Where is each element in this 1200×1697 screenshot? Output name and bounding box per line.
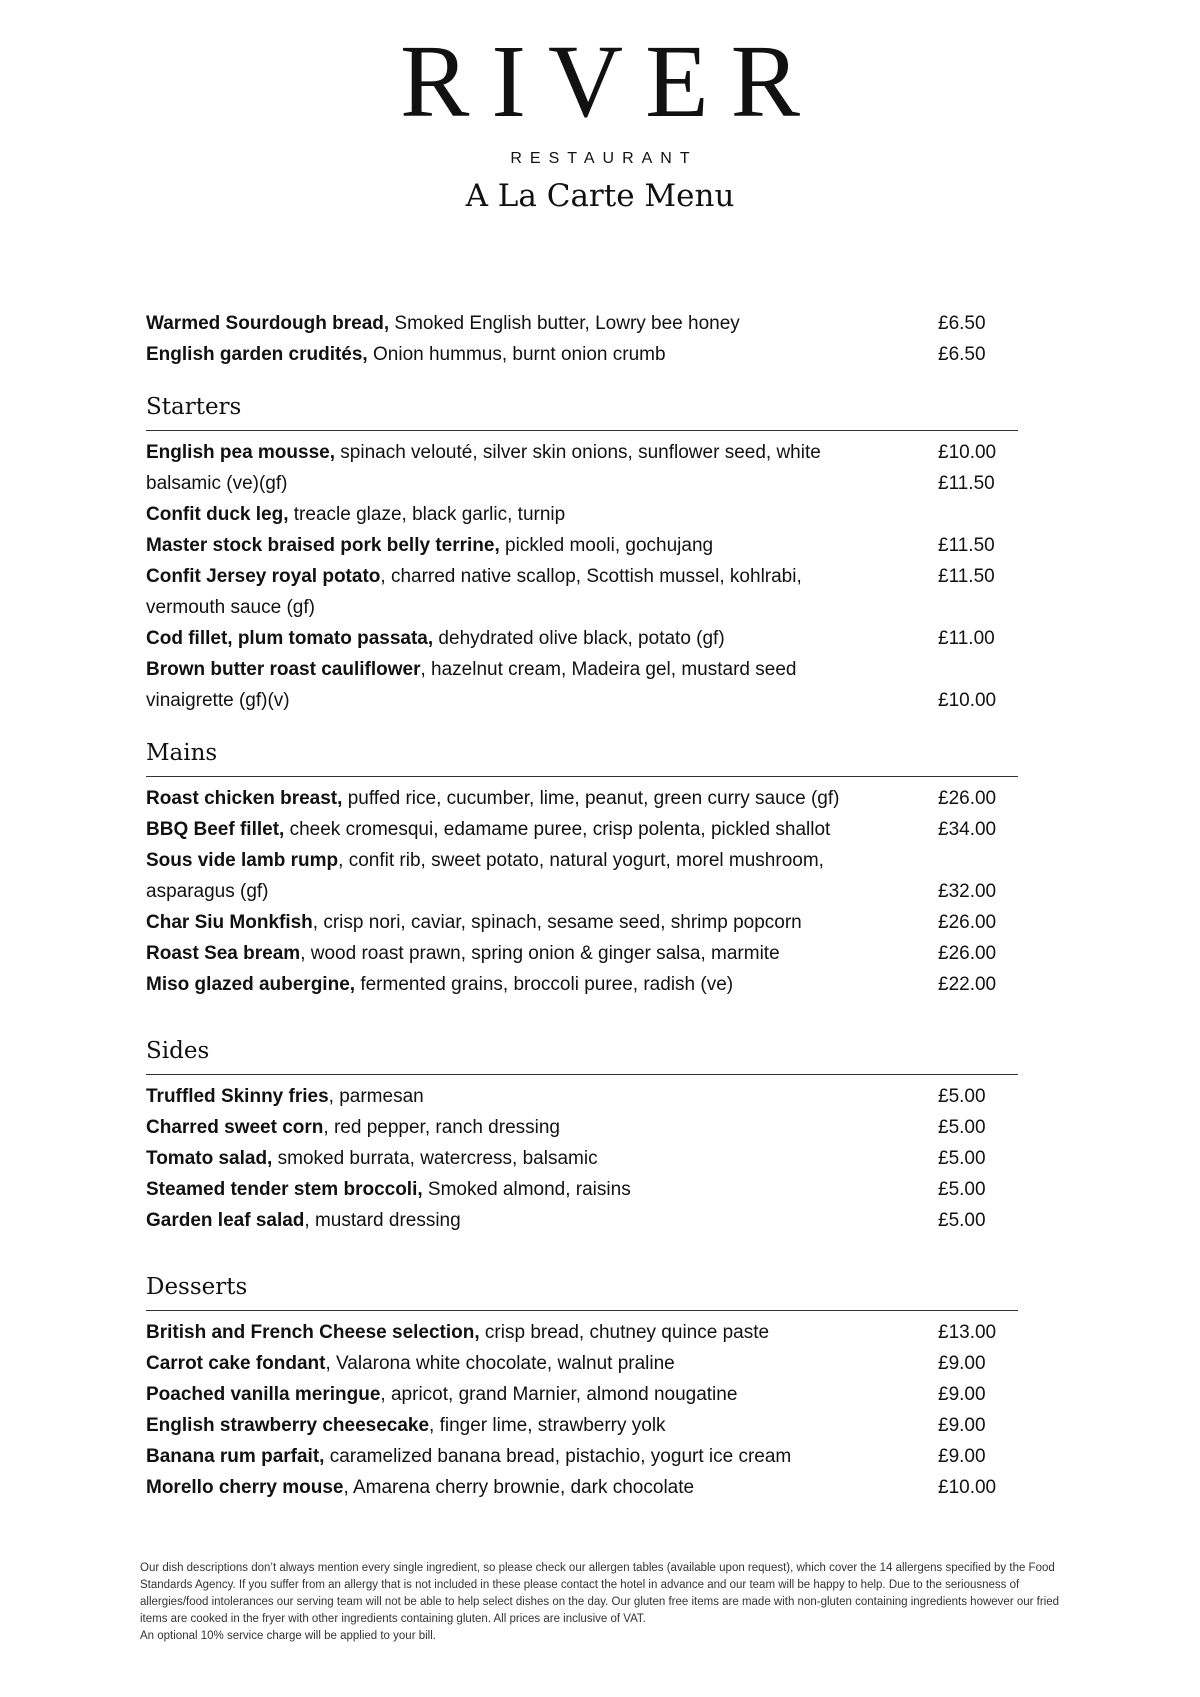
dish-text [146, 1472, 881, 1503]
menu-item [146, 437, 1018, 499]
allergen-notice: Our dish descriptions don’t always mention every single ingredient, so please check our allergen tables (available upon request), which cover the 14 allergens specified by the Food Standards Agency. If you suffer from an allergy that is not included in these please contact the hotel in advance and our team will be happy to help. Due to the seriousness of allergies/food intolerances our serving team will not be able to help select dishes on the day. Our gluten free items are made with non-gluten containing ingredients however our fried items are cooked in the fryer with other ingredients containing gluten. All prices are inclusive of VAT. [140, 1562, 1060, 1625]
dish-price: £11.50 [938, 566, 995, 587]
dish-price: £9.00 [938, 1384, 986, 1405]
dish-text [146, 814, 881, 845]
restaurant-subtitle: RESTAURANT [510, 150, 698, 167]
dish-text [146, 1205, 881, 1236]
dish-name: Truffled Skinny fries [146, 1086, 329, 1107]
dish-desc: cheek cromesqui, edamame puree, crisp polenta, pickled shallot [284, 819, 831, 840]
dish-name: Master stock braised pork belly terrine, [146, 535, 500, 556]
menu-item [146, 339, 1018, 370]
menu-item [146, 1143, 1018, 1174]
dish-text [146, 969, 881, 1000]
dish-desc: , apricot, grand Marnier, almond nougatine [380, 1384, 738, 1405]
dish-text [146, 1081, 881, 1112]
dish-name: Steamed tender stem broccoli, [146, 1179, 423, 1200]
dish-desc: Smoked almond, raisins [422, 1179, 631, 1200]
desserts-list [146, 1317, 1018, 1503]
dish-name: English strawberry cheesecake [146, 1415, 430, 1436]
dish-price: £22.00 [938, 974, 997, 995]
section-title-starters: Starters [146, 394, 1018, 431]
dish-price [938, 437, 1018, 499]
dish-desc: puffed rice, cucumber, lime, peanut, green curry sauce (gf) [342, 788, 840, 809]
dish-price: £5.00 [938, 1148, 986, 1169]
dish-desc: pickled mooli, gochujang [499, 535, 714, 556]
menu-item [146, 969, 1018, 1000]
dish-price: £5.00 [938, 1210, 986, 1231]
dish-text [146, 845, 881, 907]
dish-price: £6.50 [938, 344, 986, 365]
dish-price: £11.50 [938, 535, 995, 556]
dish-price: £26.00 [938, 943, 997, 964]
dish-name: Confit Jersey royal potato [146, 566, 381, 587]
menu-item [146, 1205, 1018, 1236]
dish-name: Garden leaf salad [146, 1210, 305, 1231]
dish-price: £6.50 [938, 313, 986, 334]
dish-desc: , red pepper, ranch dressing [323, 1117, 560, 1138]
service-charge-notice: An optional 10% service charge will be applied to your bill. [140, 1630, 436, 1642]
dish-desc: smoked burrata, watercress, balsamic [272, 1148, 598, 1169]
dish-name: BBQ Beef fillet, [146, 819, 285, 840]
dish-name: Morello cherry mouse [146, 1477, 344, 1498]
dish-text [146, 1441, 881, 1472]
menu-item [146, 561, 1018, 623]
dish-price: £5.00 [938, 1179, 986, 1200]
dish-name: Poached vanilla meringue [146, 1384, 381, 1405]
dish-name: Warmed Sourdough bread, [146, 313, 390, 334]
dish-text [146, 1410, 881, 1441]
dish-price: £13.00 [938, 1322, 997, 1343]
dish-text [146, 1143, 881, 1174]
menu-title: A La Carte Menu [465, 178, 735, 214]
dish-text [146, 938, 881, 969]
menu-item [146, 1348, 1018, 1379]
restaurant-logo: RIVER [400, 24, 822, 139]
dish-desc: , parmesan [328, 1086, 424, 1107]
mains-list [146, 783, 1018, 1000]
dish-price-primary: £10.00 [938, 442, 997, 463]
dish-text [146, 1348, 881, 1379]
dish-text [146, 654, 881, 716]
dish-text [146, 1379, 881, 1410]
dish-price: £10.00 [938, 1477, 997, 1498]
dish-price: £26.00 [938, 788, 997, 809]
dish-price: £11.00 [938, 628, 995, 649]
dish-desc: , crisp nori, caviar, spinach, sesame seed, shrimp popcorn [312, 912, 802, 933]
dish-name: Charred sweet corn [146, 1117, 324, 1138]
dish-desc: , mustard dressing [304, 1210, 461, 1231]
dish-text [146, 530, 881, 561]
section-title-sides: Sides [146, 1038, 1018, 1075]
bread-list [146, 308, 1018, 370]
dish-price-secondary: £11.50 [938, 473, 995, 494]
dish-desc: spinach velouté, silver skin onions, sunflower seed, white balsamic (ve)(gf) [146, 442, 821, 494]
dish-name: Miso glazed aubergine, [146, 974, 356, 995]
dish-desc: , hazelnut cream, Madeira gel, mustard seed vinaigrette (gf)(v) [146, 659, 797, 711]
menu-item [146, 1081, 1018, 1112]
dish-name: Roast chicken breast, [146, 788, 343, 809]
menu-item [146, 783, 1018, 814]
dish-name: Carrot cake fondant [146, 1353, 326, 1374]
menu-item [146, 814, 1018, 845]
menu-item [146, 530, 1018, 561]
menu-item [146, 308, 1018, 339]
dish-text [146, 437, 881, 499]
menu-content [146, 308, 1018, 1503]
dish-desc: fermented grains, broccoli puree, radish (ve) [355, 974, 734, 995]
dish-price: £34.00 [938, 819, 997, 840]
dish-desc: Smoked English butter, Lowry bee honey [389, 313, 740, 334]
dish-price: £5.00 [938, 1117, 986, 1138]
dish-desc: , Valarona white chocolate, walnut praline [325, 1353, 675, 1374]
dish-price: £9.00 [938, 1415, 986, 1436]
dish-text [146, 907, 881, 938]
section-title-mains: Mains [146, 740, 1018, 777]
dish-text [146, 783, 881, 814]
dish-desc: , finger lime, strawberry yolk [429, 1415, 666, 1436]
dish-price: £10.00 [938, 690, 997, 711]
dish-price: £5.00 [938, 1086, 986, 1107]
menu-item [146, 1441, 1018, 1472]
dish-name: Sous vide lamb rump [146, 850, 339, 871]
dish-desc: , wood roast prawn, spring onion & ginger salsa, marmite [300, 943, 780, 964]
menu-item [146, 1317, 1018, 1348]
menu-item [146, 623, 1018, 654]
dish-name: English pea mousse, [146, 442, 335, 463]
dish-name: Char Siu Monkfish [146, 912, 313, 933]
dish-desc: treacle glaze, black garlic, turnip [288, 504, 566, 525]
dish-desc: dehydrated olive black, potato (gf) [433, 628, 725, 649]
dish-name: Confit duck leg, [146, 504, 289, 525]
dish-text [146, 1174, 881, 1205]
dish-price: £26.00 [938, 912, 997, 933]
menu-item [146, 1379, 1018, 1410]
starters-list [146, 437, 1018, 716]
menu-item [146, 845, 1018, 907]
dish-desc: , Amarena cherry brownie, dark chocolate [343, 1477, 695, 1498]
dish-desc: Onion hummus, burnt onion crumb [367, 344, 666, 365]
dish-desc: caramelized banana bread, pistachio, yogurt ice cream [324, 1446, 792, 1467]
dish-text [146, 623, 881, 654]
dish-name: English garden crudités, [146, 344, 368, 365]
dish-text [146, 1112, 881, 1143]
dish-desc: , confit rib, sweet potato, natural yogurt, morel mushroom, asparagus (gf) [146, 850, 824, 902]
dish-name: Banana rum parfait, [146, 1446, 325, 1467]
dish-name: British and French Cheese selection, [146, 1322, 480, 1343]
dish-name: Roast Sea bream [146, 943, 301, 964]
menu-item [146, 938, 1018, 969]
dish-name: Tomato salad, [146, 1148, 273, 1169]
menu-item [146, 1174, 1018, 1205]
dish-desc: , charred native scallop, Scottish mussel, kohlrabi, vermouth sauce (gf) [146, 566, 802, 618]
dish-name: Cod fillet, plum tomato passata, [146, 628, 434, 649]
menu-item [146, 1472, 1018, 1503]
menu-item [146, 1410, 1018, 1441]
dish-text [146, 561, 881, 623]
menu-item [146, 1112, 1018, 1143]
dish-price: £9.00 [938, 1353, 986, 1374]
section-title-desserts: Desserts [146, 1274, 1018, 1311]
menu-item [146, 654, 1018, 716]
allergen-footer [140, 1560, 1060, 1645]
dish-text [146, 1317, 881, 1348]
dish-price: £32.00 [938, 881, 997, 902]
dish-text [146, 499, 881, 530]
dish-text [146, 308, 881, 339]
dish-name: Brown butter roast cauliflower [146, 659, 421, 680]
dish-desc: crisp bread, chutney quince paste [479, 1322, 770, 1343]
dish-price: £9.00 [938, 1446, 986, 1467]
dish-text [146, 339, 881, 370]
menu-item [146, 499, 1018, 530]
menu-item [146, 907, 1018, 938]
sides-list [146, 1081, 1018, 1236]
